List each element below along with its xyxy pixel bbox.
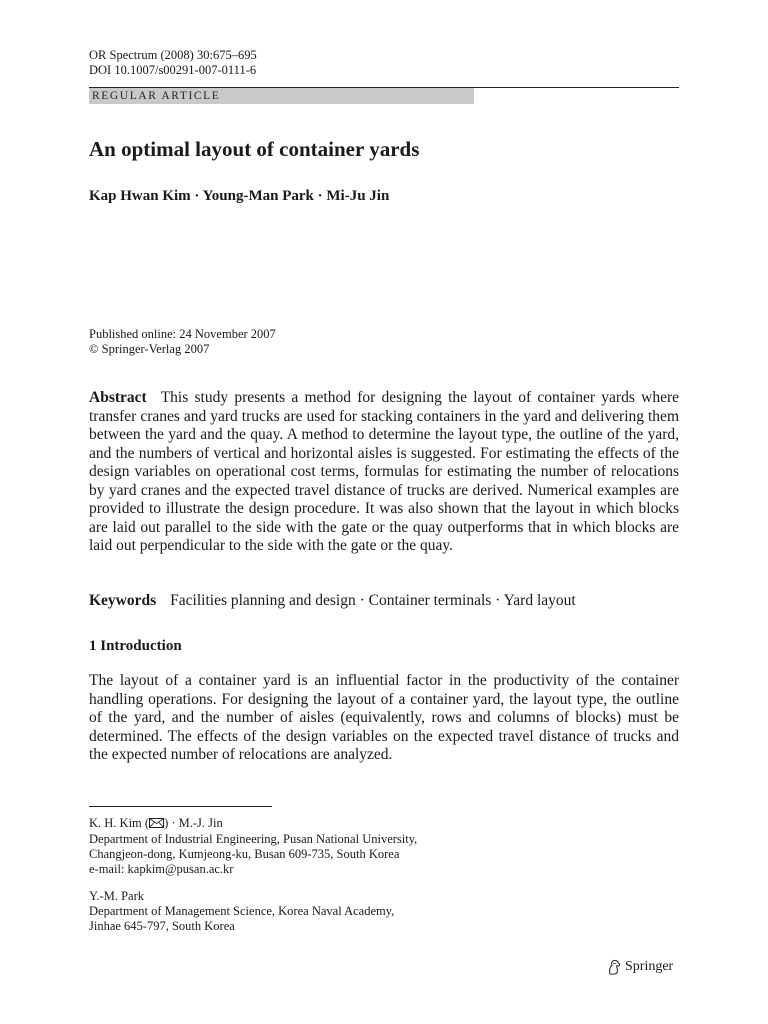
section-heading: 1 Introduction bbox=[89, 638, 182, 654]
affiliation-2-name: Y.-M. Park bbox=[89, 889, 144, 903]
affiliation-1 bbox=[89, 816, 417, 877]
abstract-text: This study presents a method for designing the layout of container yards where transfer cranes and yard trucks are used for stacking containers in the yard and delivering them between the yard and the quay. A method to determine the layout type, the outline of the yard, and the numbers of vertical and horizontal aisles is suggested. For estimating the effects of the design variables on operational cost terms, formulas for estimating the number of relocations by yard cranes and the expected travel distance of trucks are derived. Numerical examples are provided to illustrate the design procedure. It was also shown that the layout in which blocks are laid out parallel to the side with the gate or the quay outperforms that in which blocks are laid out perpendicular to the side with the gate or the quay. bbox=[89, 389, 679, 554]
affiliation-1-names: K. H. Kim ( ) · M.-J. Jin bbox=[89, 816, 223, 830]
introduction-text: The layout of a container yard is an influential factor in the productivity of the container handling operations. For designing the layout of a container yard, the layout type, the outline of the yard, and the number of aisles (equivalently, rows and columns of blocks) must be determined. The effects of the design variables on the expected travel distance of trucks and the expected number of relocations are analyzed. bbox=[89, 672, 679, 763]
affiliation-1-email[interactable]: e-mail: kapkim@pusan.ac.kr bbox=[89, 862, 234, 876]
footnote-rule bbox=[89, 806, 272, 807]
affiliation-1-dept: Department of Industrial Engineering, Pusan National University, bbox=[89, 832, 418, 846]
affiliation-2-address: Jinhae 645-797, South Korea bbox=[89, 919, 235, 933]
keywords bbox=[89, 592, 679, 611]
abstract-label: Abstract bbox=[89, 389, 147, 406]
publisher-name: Springer bbox=[625, 959, 674, 974]
published-date: Published online: 24 November 2007 bbox=[89, 327, 276, 341]
keywords-text: Facilities planning and design · Container terminals · Yard layout bbox=[170, 592, 576, 609]
author-list: Kap Hwan Kim · Young-Man Park · Mi-Ju Jin bbox=[89, 188, 390, 204]
envelope-icon bbox=[149, 817, 164, 832]
affiliation-2-dept: Department of Management Science, Korea Naval Academy, bbox=[89, 904, 395, 918]
publisher-logo bbox=[606, 958, 673, 976]
publication-info bbox=[89, 327, 276, 357]
affiliation-2 bbox=[89, 889, 394, 934]
springer-horse-icon bbox=[606, 959, 622, 976]
copyright: © Springer-Verlag 2007 bbox=[89, 342, 210, 356]
doi: DOI 10.1007/s00291-007-0111-6 bbox=[89, 63, 257, 77]
abstract bbox=[89, 389, 679, 556]
journal-citation: OR Spectrum (2008) 30:675–695 bbox=[89, 48, 257, 62]
affiliation-1-address: Changjeon-dong, Kumjeong-ku, Busan 609-735, South Korea bbox=[89, 847, 400, 861]
journal-header bbox=[89, 48, 257, 78]
keywords-label: Keywords bbox=[89, 592, 157, 609]
paper-title: An optimal layout of container yards bbox=[89, 137, 420, 161]
article-type-bar: REGULAR ARTICLE bbox=[89, 88, 474, 104]
